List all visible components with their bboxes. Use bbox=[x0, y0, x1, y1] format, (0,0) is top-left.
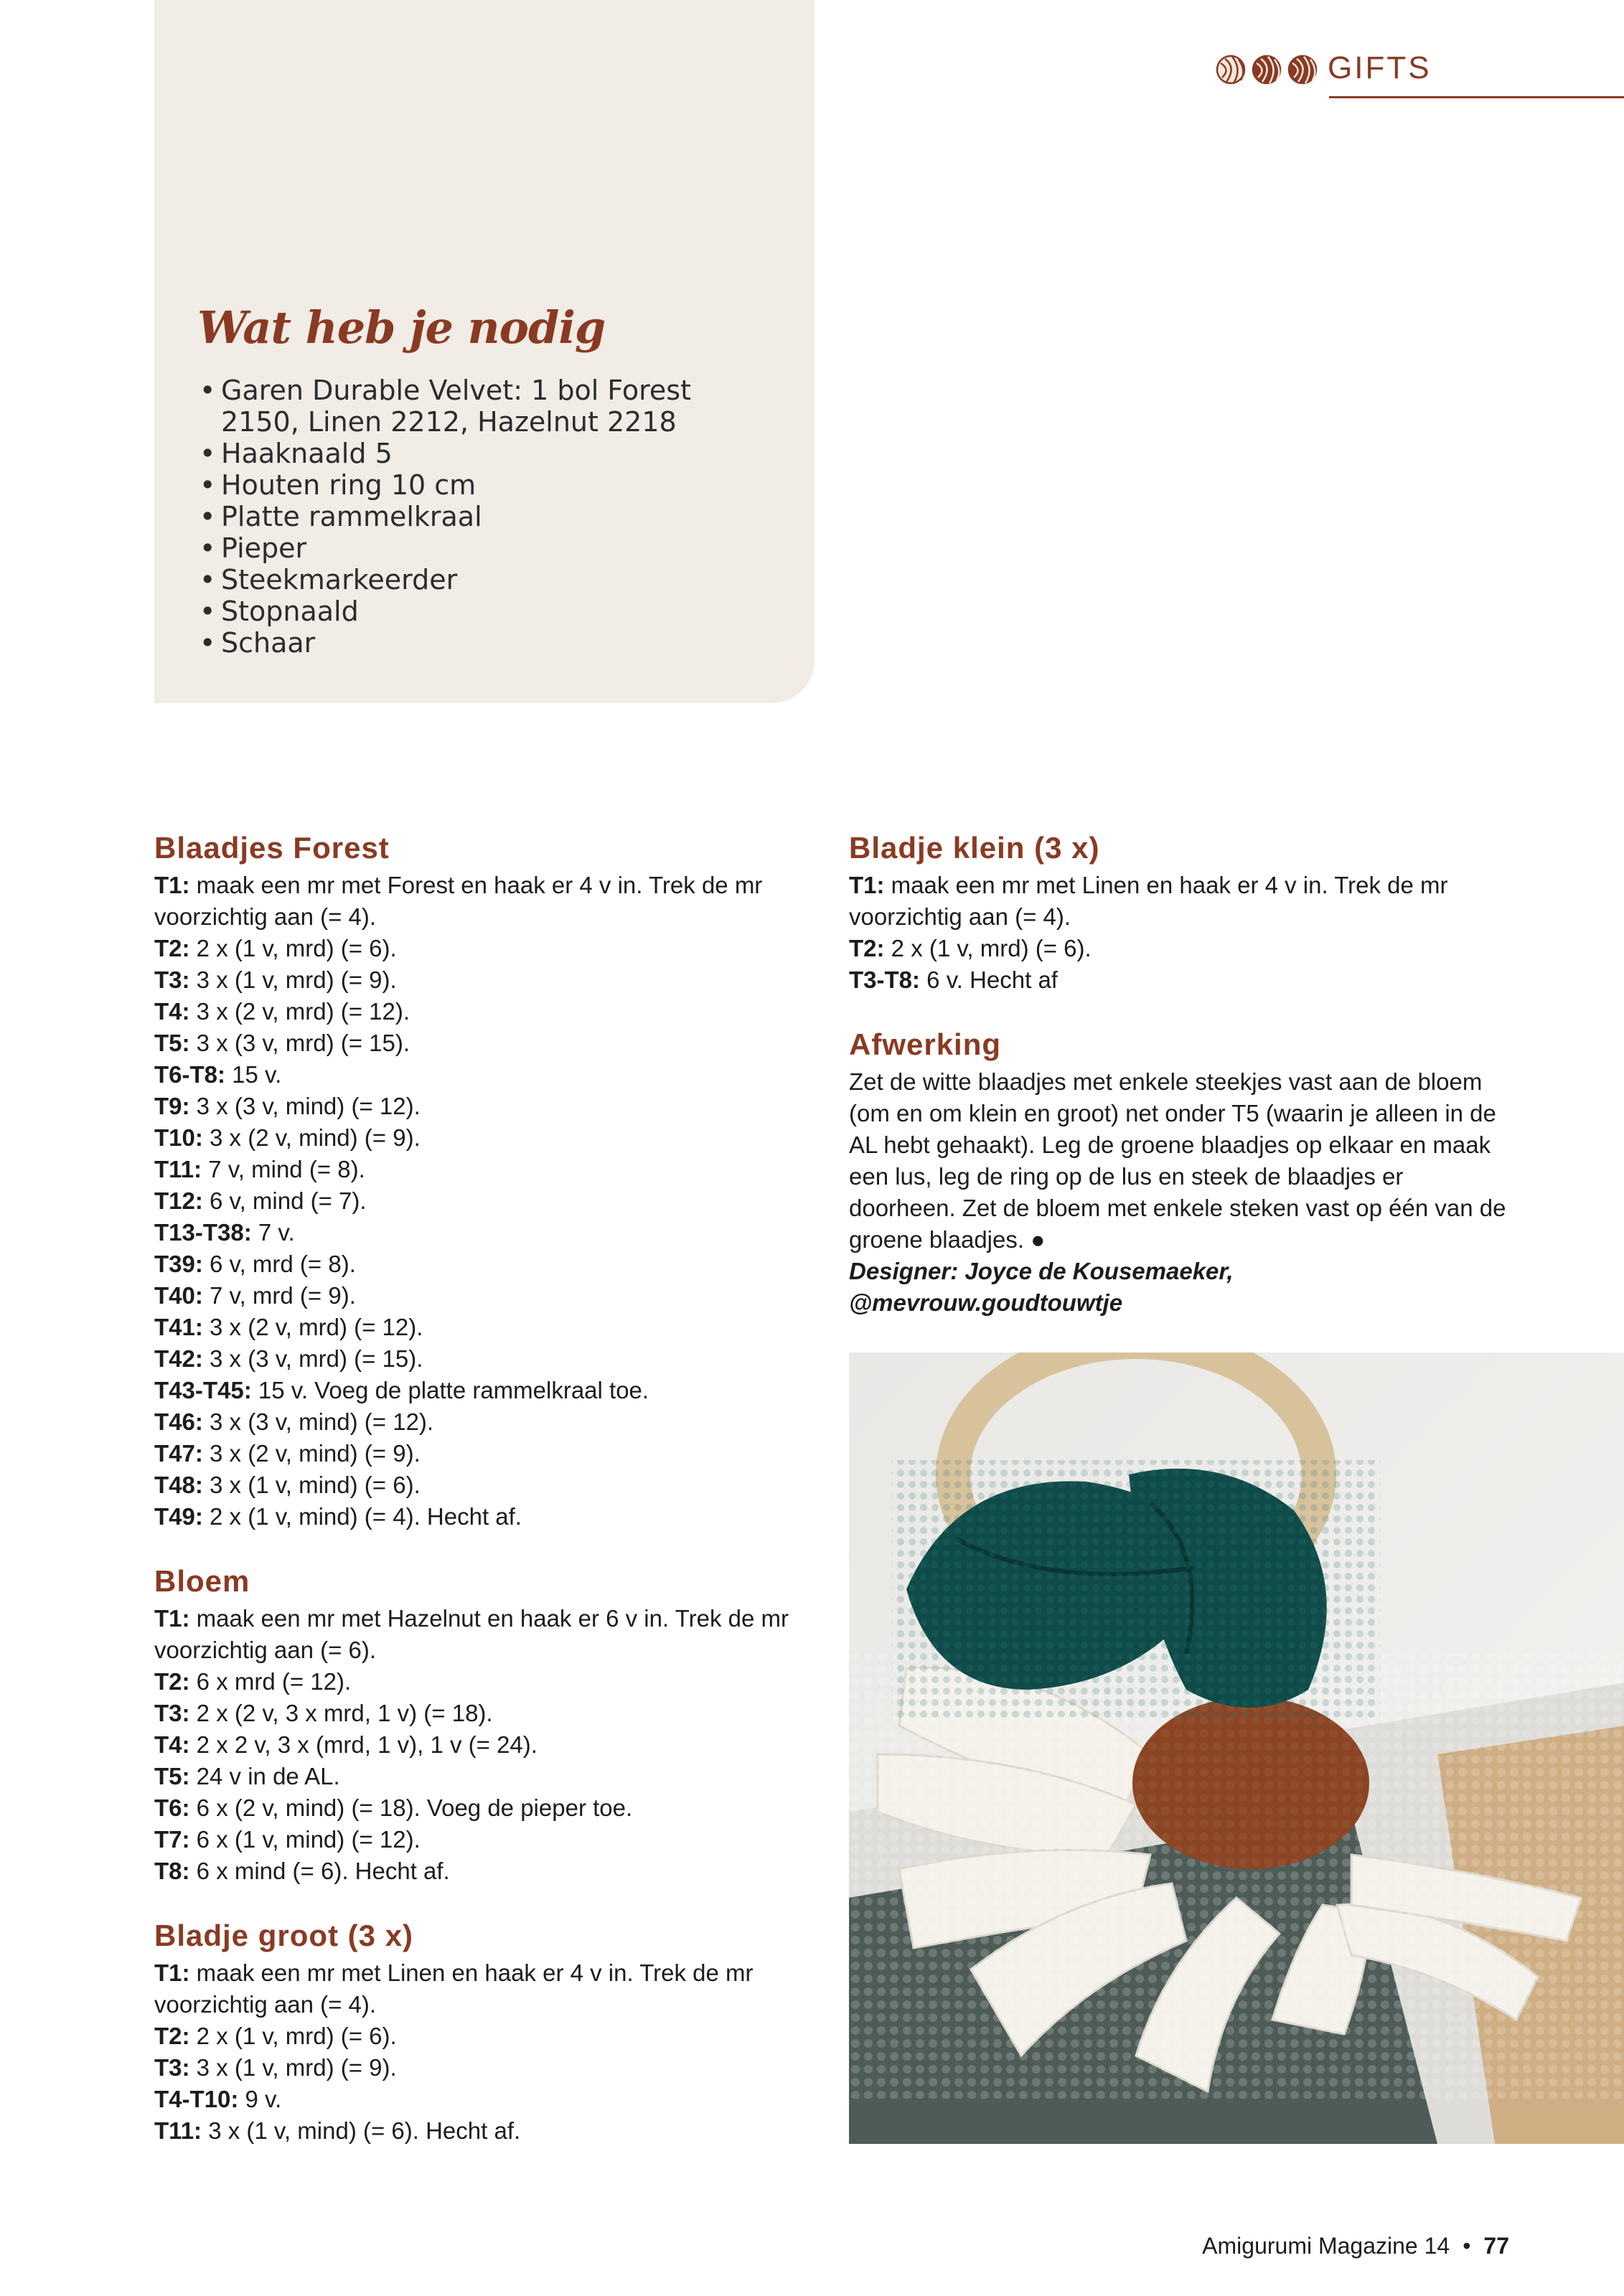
row-text: 15 v. bbox=[225, 1061, 282, 1088]
section-title: Bloem bbox=[154, 1564, 250, 1598]
pattern-row bbox=[154, 870, 822, 933]
row-label: T40: bbox=[154, 1282, 203, 1309]
row-label: T6-T8: bbox=[154, 1061, 225, 1088]
row-label: T13-T38: bbox=[154, 1219, 252, 1246]
row-label: T10: bbox=[154, 1124, 203, 1151]
row-label: T39: bbox=[154, 1251, 203, 1277]
row-text: 3 x (1 v, mrd) (= 9). bbox=[189, 2054, 397, 2081]
row-label: T2: bbox=[849, 935, 885, 961]
row-label: T9: bbox=[154, 1093, 190, 1119]
row-label: T11: bbox=[154, 2117, 202, 2144]
yarn-balls-icon bbox=[1215, 53, 1318, 86]
header-rule bbox=[1329, 96, 1624, 98]
row-label: T4-T10: bbox=[154, 2086, 239, 2112]
pattern-row bbox=[154, 964, 822, 996]
left-column bbox=[154, 831, 822, 2178]
row-text: 24 v in de AL. bbox=[189, 1763, 340, 1789]
pattern-rows bbox=[849, 870, 1513, 996]
row-label: T1: bbox=[154, 1605, 190, 1632]
row-text: 7 v, mrd (= 9). bbox=[202, 1282, 356, 1309]
pattern-row bbox=[154, 2084, 822, 2115]
row-label: T6: bbox=[154, 1794, 190, 1821]
row-text: 2 x 2 v, 3 x (mrd, 1 v), 1 v (= 24). bbox=[189, 1731, 538, 1758]
section-title: Blaadjes Forest bbox=[154, 831, 390, 865]
pattern-row bbox=[154, 1248, 822, 1280]
materials-item: • Garen Durable Velvet: 1 bol Forest 2150, Linen 2212, Hazelnut 2218 bbox=[200, 375, 723, 438]
row-label: T1: bbox=[849, 872, 885, 898]
row-label: T2: bbox=[154, 1668, 190, 1695]
pattern-row bbox=[849, 964, 1513, 996]
row-text: 6 v. Hecht af bbox=[920, 966, 1058, 993]
row-label: T49: bbox=[154, 1503, 203, 1530]
row-text: maak een mr met Linen en haak er 4 v in. Trek de mr voorzichtig aan (= 4). bbox=[849, 872, 1448, 930]
pattern-row bbox=[154, 1438, 822, 1469]
row-text: 2 x (2 v, 3 x mrd, 1 v) (= 18). bbox=[189, 1700, 493, 1726]
pattern-row bbox=[154, 1501, 822, 1533]
materials-list bbox=[200, 375, 723, 659]
pattern-row bbox=[154, 1375, 822, 1406]
materials-item: • Haaknaald 5 bbox=[200, 438, 723, 469]
row-label: T41: bbox=[154, 1314, 203, 1340]
row-text: 2 x (1 v, mrd) (= 6). bbox=[189, 2023, 397, 2049]
row-text: 2 x (1 v, mind) (= 4). Hecht af. bbox=[202, 1503, 522, 1530]
pattern-row bbox=[154, 1761, 822, 1792]
pattern-row bbox=[154, 1280, 822, 1312]
row-text: 2 x (1 v, mrd) (= 6). bbox=[189, 935, 397, 961]
pattern-row bbox=[154, 996, 822, 1027]
section-bladje-groot bbox=[154, 1919, 822, 2147]
magazine-name: Amigurumi Magazine 14 bbox=[1202, 2233, 1450, 2259]
row-text: 3 x (1 v, mind) (= 6). bbox=[202, 1472, 421, 1498]
pattern-row bbox=[154, 1343, 822, 1375]
row-label: T3: bbox=[154, 1700, 190, 1726]
pattern-rows bbox=[154, 1957, 822, 2147]
pattern-row bbox=[154, 1469, 822, 1501]
row-text: 7 v, mind (= 8). bbox=[202, 1156, 365, 1182]
materials-item: • Pieper bbox=[200, 532, 723, 564]
pattern-row bbox=[154, 1729, 822, 1761]
section-title: Afwerking bbox=[849, 1027, 1002, 1061]
row-label: T5: bbox=[154, 1030, 190, 1056]
section-title: Bladje groot (3 x) bbox=[154, 1919, 414, 1952]
row-label: T7: bbox=[154, 1826, 190, 1853]
afwerking-text: Zet de witte blaadjes met enkele steekjes vast aan de bloem (om en om klein en groot) net onder T5 (waarin je alleen in de AL hebt gehaakt). Leg de groene blaadjes op elkaar en maak een lus, leg de ring op de lus en steek de blaadjes er doorheen. Zet de bloem met enkele steken vast op één van de groene blaadjes. ● bbox=[849, 1068, 1506, 1253]
pattern-row bbox=[849, 933, 1513, 964]
pattern-row bbox=[154, 1312, 822, 1343]
row-label: T48: bbox=[154, 1472, 203, 1498]
pattern-row bbox=[849, 870, 1513, 933]
row-label: T11: bbox=[154, 1156, 202, 1182]
row-text: 3 x (2 v, mrd) (= 12). bbox=[202, 1314, 423, 1340]
pattern-row bbox=[154, 1154, 822, 1185]
row-label: T47: bbox=[154, 1440, 203, 1467]
row-label: T1: bbox=[154, 1959, 190, 1986]
row-label: T3: bbox=[154, 2054, 190, 2081]
pattern-row bbox=[154, 1027, 822, 1059]
materials-title: Wat heb je nodig bbox=[197, 301, 606, 354]
row-text: 3 x (2 v, mrd) (= 12). bbox=[189, 998, 410, 1025]
row-text: 3 x (1 v, mind) (= 6). Hecht af. bbox=[202, 2117, 521, 2144]
row-label: T12: bbox=[154, 1187, 203, 1214]
page-number: 77 bbox=[1483, 2233, 1509, 2259]
pattern-row bbox=[154, 1824, 822, 1855]
materials-item: • Steekmarkeerder bbox=[200, 564, 723, 596]
pattern-row bbox=[154, 1666, 822, 1698]
pattern-rows bbox=[154, 870, 822, 1533]
row-text: maak een mr met Linen en haak er 4 v in. Trek de mr voorzichtig aan (= 4). bbox=[154, 1959, 754, 2018]
section-bladje-klein bbox=[849, 831, 1513, 996]
row-text: 3 x (3 v, mrd) (= 15). bbox=[202, 1345, 423, 1372]
page-footer bbox=[1202, 2233, 1509, 2259]
pattern-row bbox=[154, 1185, 822, 1217]
row-text: 15 v. Voeg de platte rammelkraal toe. bbox=[251, 1377, 649, 1403]
pattern-row bbox=[154, 1406, 822, 1438]
row-text: maak een mr met Hazelnut en haak er 6 v in. Trek de mr voorzichtig aan (= 6). bbox=[154, 1605, 789, 1663]
pattern-row bbox=[154, 1122, 822, 1154]
section-blaadjes-forest bbox=[154, 831, 822, 1533]
row-label: T42: bbox=[154, 1345, 203, 1372]
pattern-row bbox=[154, 933, 822, 964]
row-label: T43-T45: bbox=[154, 1377, 252, 1403]
materials-item: • Schaar bbox=[200, 627, 723, 659]
row-label: T1: bbox=[154, 872, 190, 898]
row-text: 9 v. bbox=[238, 2086, 282, 2112]
pattern-rows bbox=[154, 1603, 822, 1887]
product-photo bbox=[849, 1352, 1624, 2144]
row-label: T2: bbox=[154, 2023, 190, 2049]
row-text: 3 x (3 v, mrd) (= 15). bbox=[189, 1030, 410, 1056]
row-text: 3 x (3 v, mind) (= 12). bbox=[189, 1093, 421, 1119]
materials-item: • Stopnaald bbox=[200, 596, 723, 627]
row-text: 6 x (2 v, mind) (= 18). Voeg de pieper toe. bbox=[189, 1794, 633, 1821]
designer-handle: @mevrouw.goudtouwtje bbox=[849, 1289, 1123, 1316]
pattern-row bbox=[154, 1217, 822, 1248]
section-bloem bbox=[154, 1564, 822, 1887]
pattern-row bbox=[154, 1059, 822, 1091]
row-text: 6 x mind (= 6). Hecht af. bbox=[189, 1858, 450, 1884]
row-label: T5: bbox=[154, 1763, 190, 1789]
row-label: T8: bbox=[154, 1858, 190, 1884]
materials-item: • Houten ring 10 cm bbox=[200, 469, 723, 501]
pattern-row bbox=[154, 1792, 822, 1824]
row-text: 3 x (3 v, mind) (= 12). bbox=[202, 1408, 434, 1435]
row-text: 6 x mrd (= 12). bbox=[189, 1668, 352, 1695]
row-text: 6 v, mind (= 7). bbox=[202, 1187, 367, 1214]
materials-item: • Platte rammelkraal bbox=[200, 501, 723, 532]
pattern-row bbox=[154, 1698, 822, 1729]
section-label: GIFTS bbox=[1328, 50, 1432, 85]
row-label: T3-T8: bbox=[849, 966, 920, 993]
row-label: T46: bbox=[154, 1408, 203, 1435]
row-text: 6 x (1 v, mind) (= 12). bbox=[189, 1826, 421, 1853]
pattern-row bbox=[154, 2020, 822, 2052]
row-label: T3: bbox=[154, 966, 190, 993]
row-label: T4: bbox=[154, 998, 190, 1025]
row-text: 7 v. bbox=[251, 1219, 295, 1246]
designer-credit: Designer: Joyce de Kousemaeker, bbox=[849, 1258, 1234, 1284]
row-label: T4: bbox=[154, 1731, 190, 1758]
row-text: 3 x (1 v, mrd) (= 9). bbox=[189, 966, 397, 993]
footer-separator: • bbox=[1463, 2233, 1471, 2259]
pattern-row bbox=[154, 2052, 822, 2084]
row-text: 2 x (1 v, mrd) (= 6). bbox=[884, 935, 1092, 961]
row-text: 3 x (2 v, mind) (= 9). bbox=[202, 1124, 421, 1151]
section-title: Bladje klein (3 x) bbox=[849, 831, 1100, 865]
pattern-row bbox=[154, 1957, 822, 2020]
pattern-row bbox=[154, 1603, 822, 1666]
row-text: maak een mr met Forest en haak er 4 v in. Trek de mr voorzichtig aan (= 4). bbox=[154, 872, 763, 930]
row-text: 3 x (2 v, mind) (= 9). bbox=[202, 1440, 421, 1467]
section-afwerking bbox=[849, 1027, 1513, 1319]
pattern-row bbox=[154, 2115, 822, 2147]
right-column bbox=[849, 831, 1513, 1350]
row-text: 6 v, mrd (= 8). bbox=[202, 1251, 356, 1277]
pattern-row bbox=[154, 1855, 822, 1887]
pattern-row bbox=[154, 1091, 822, 1122]
row-label: T2: bbox=[154, 935, 190, 961]
